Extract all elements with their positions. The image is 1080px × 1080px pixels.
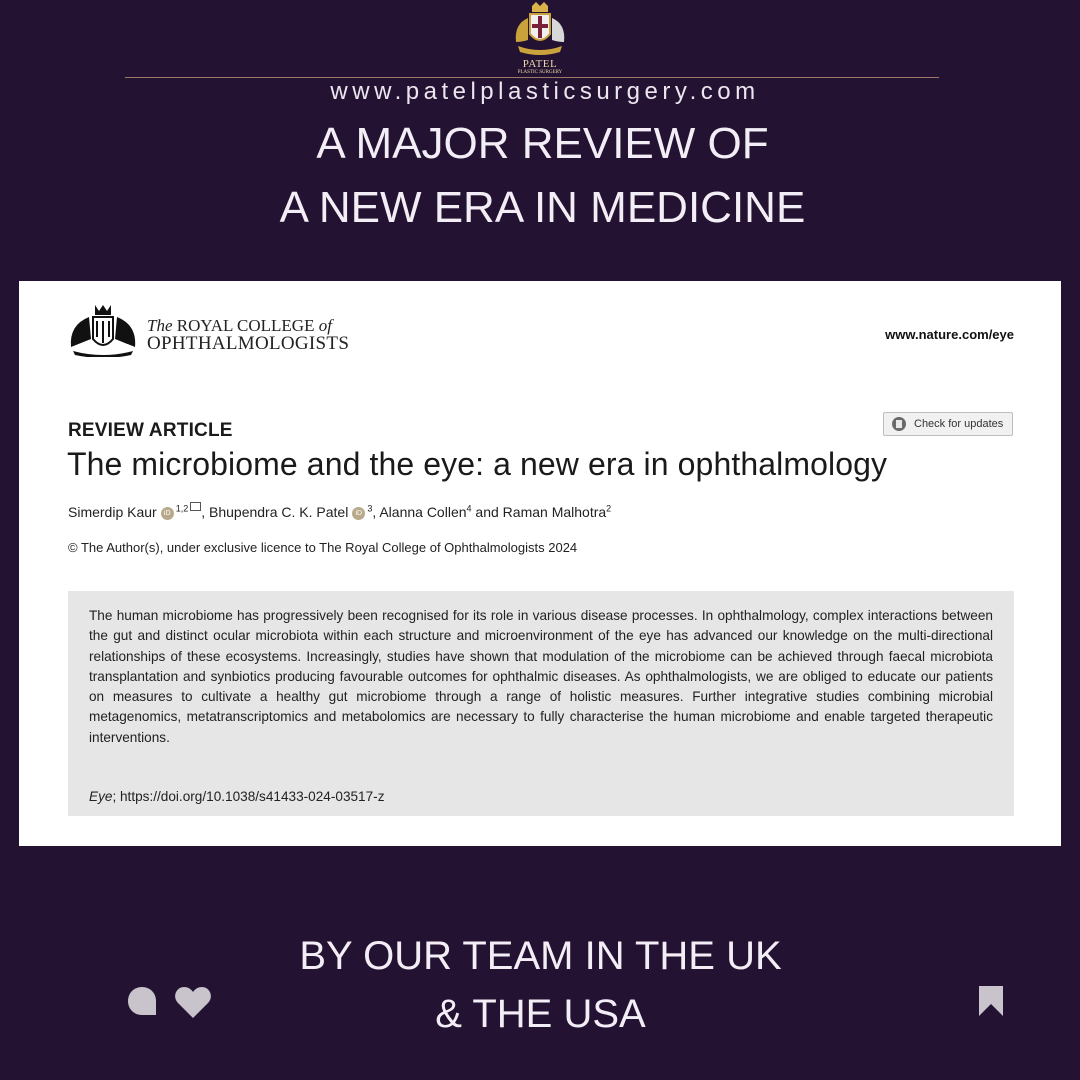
headline-line1: A MAJOR REVIEW OF bbox=[316, 119, 769, 168]
author-name[interactable]: Bhupendra C. K. Patel bbox=[209, 504, 349, 520]
article-type: REVIEW ARTICLE bbox=[68, 420, 233, 441]
website-link[interactable]: www.patelplasticsurgery.com bbox=[330, 78, 760, 105]
author-separator: , bbox=[201, 504, 209, 520]
publisher-prefix: The bbox=[147, 316, 173, 335]
footer-line2: & THE USA bbox=[435, 992, 646, 1036]
patel-logo bbox=[506, 2, 574, 74]
email-icon[interactable] bbox=[190, 502, 201, 511]
bookmark-update-icon bbox=[892, 417, 906, 431]
author-and: and bbox=[471, 504, 503, 520]
logo-subtitle: PLASTIC SURGERY bbox=[517, 70, 563, 75]
abstract-box bbox=[68, 591, 1014, 816]
footer-line1: BY OUR TEAM IN THE UK bbox=[299, 934, 782, 978]
publisher-name bbox=[147, 317, 349, 353]
article-card bbox=[19, 281, 1061, 846]
author-affiliation: 2 bbox=[606, 503, 612, 514]
logo-name: PATEL bbox=[522, 58, 558, 70]
author-name[interactable]: Simerdip Kaur bbox=[68, 504, 157, 520]
journal-name: Eye bbox=[89, 789, 113, 804]
headline bbox=[0, 112, 1080, 240]
publisher-suffix: of bbox=[318, 316, 332, 335]
author-affiliation: 4 bbox=[466, 503, 472, 514]
footer-caption bbox=[0, 927, 1080, 1043]
royal-college-crest-icon bbox=[67, 303, 139, 357]
publisher-line1: ROYAL COLLEGE bbox=[176, 316, 315, 335]
copyright-notice: © The Author(s), under exclusive licence to The Royal College of Ophthalmologists 2024 bbox=[68, 540, 578, 555]
author-name[interactable]: Alanna Collen bbox=[379, 504, 467, 520]
abstract-text: The human microbiome has progressively been recognised for its role in various disease processes. In ophthalmology, complex interactions between the gut and distinct ocular microbiota within each structure and microenvironment of the eye has advanced our knowledge on the multi-directional relationships of these ecosystems. Increasingly, studies have shown that modulation of the microbiome can be achieved through faecal microbiota transplantation and synbiotics producing favourable outcomes for ophthalmic diseases. As ophthalmologists, we are obliged to educate our patients on measures to cultivate a healthy gut microbiome through a range of holistic measures. Further integrative studies combining microbial metagenomics, metatranscriptomics and metabolomics are necessary to fully characterise the human microbiome and enable targeted therapeutic interventions. bbox=[89, 608, 993, 745]
bookmark-icon[interactable] bbox=[977, 984, 1005, 1018]
author-affiliation: 3 bbox=[367, 503, 373, 514]
orcid-icon[interactable]: iD bbox=[161, 507, 174, 520]
author-name[interactable]: Raman Malhotra bbox=[502, 504, 607, 520]
comment-icon[interactable] bbox=[126, 985, 158, 1017]
author-separator: , bbox=[372, 504, 380, 520]
crest-icon bbox=[510, 2, 570, 58]
heart-icon[interactable] bbox=[174, 985, 212, 1019]
journal-url[interactable]: www.nature.com/eye bbox=[885, 327, 1014, 342]
author-affiliation: 1,2 bbox=[175, 503, 189, 514]
check-for-updates-button[interactable] bbox=[883, 412, 1013, 436]
author-list bbox=[68, 502, 611, 520]
doi-link[interactable]: ; https://doi.org/10.1038/s41433-024-03517-z bbox=[112, 789, 385, 804]
citation bbox=[89, 787, 385, 807]
orcid-icon[interactable]: iD bbox=[352, 507, 365, 520]
check-updates-label: Check for updates bbox=[914, 418, 1004, 430]
publisher-line2: OPHTHALMOLOGISTS bbox=[147, 333, 350, 354]
headline-line2: A NEW ERA IN MEDICINE bbox=[279, 183, 806, 232]
article-title: The microbiome and the eye: a new era in ophthalmology bbox=[67, 446, 888, 482]
